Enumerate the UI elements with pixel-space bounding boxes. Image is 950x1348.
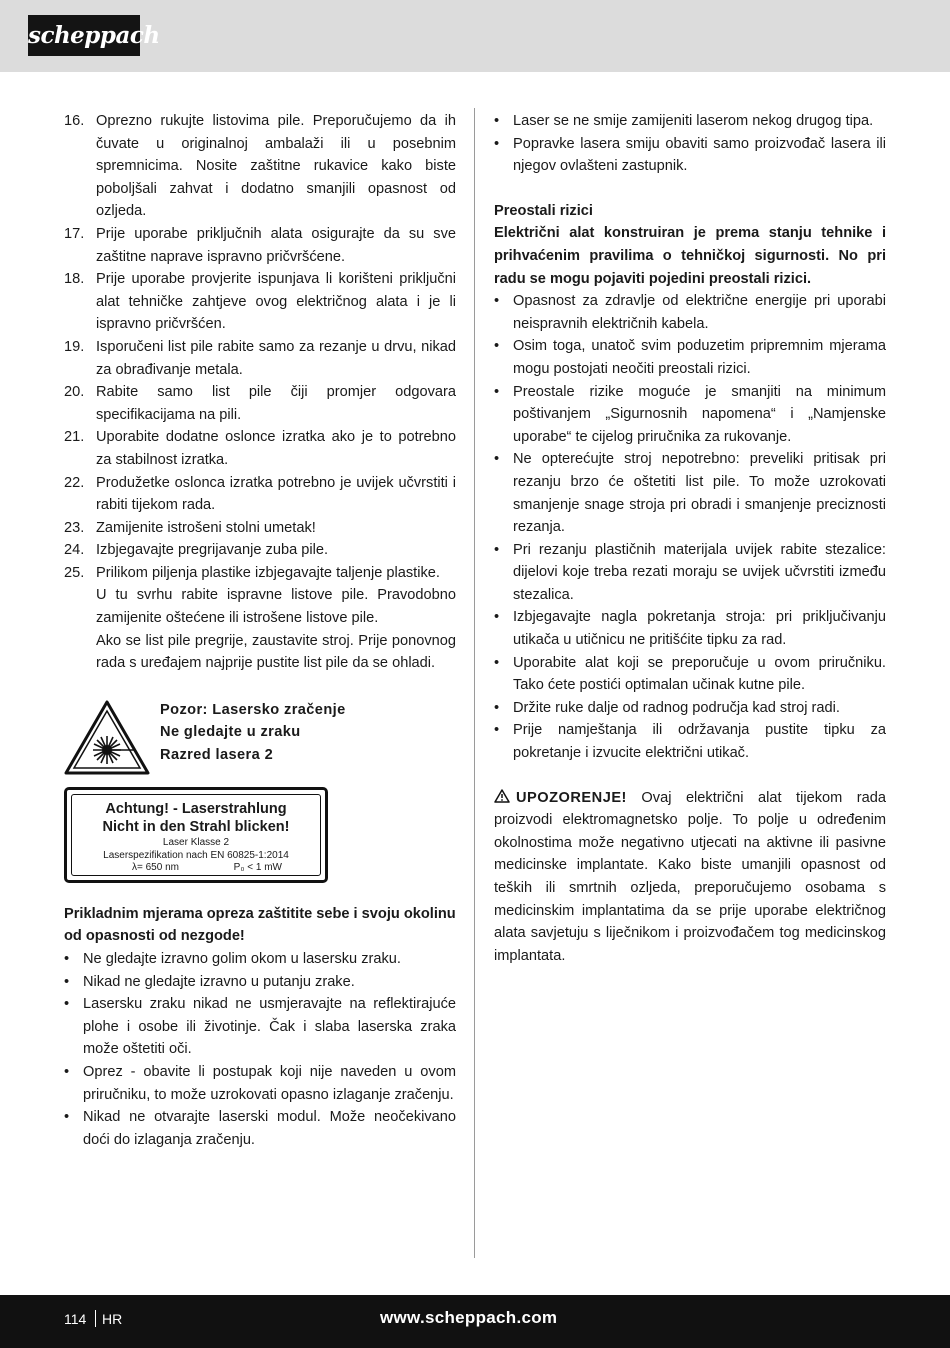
list-item: • Izbjegavajte nagla pokretanja stroja: pri priključivanju utikača u utičnicu ne pritišćite tipku za rad. xyxy=(494,609,886,649)
list-item: • Nikad ne otvarajte laserski modul. Može neočekivano doći do izlaganja zračenju. xyxy=(64,1109,456,1148)
section-intro: Električni alat konstruiran je prema stanju tehnike i prihvaćenim pravilima o tehničkoj sigurnosti. No pri radu se mogu pojaviti pojedini preostali rizici. xyxy=(494,225,886,287)
list-item: 17. Prije uporabe priključnih alata osigurajte da su sve zaštitne naprave ispravno pričvršćene. xyxy=(64,225,456,265)
list-item: 24. Izbjegavajte pregrijavanje zuba pile. xyxy=(64,542,329,559)
item-continuation: Ako se list pile pregrije, zaustavite stroj. Prije ponovnog rada s uređajem najprije pustite list pile da se ohladi. xyxy=(96,632,456,672)
section-heading: Preostali rizici xyxy=(494,202,593,219)
list-item: 25. Prilikom piljenja plastike izbjegavajte taljenje plastike. xyxy=(64,564,440,581)
list-item: 16. Oprezno rukujte listovima pile. Preporučujemo da ih čuvate u originalnoj ambalaži ili u posebnim spremnicima. Nosite zaštitne rukavice kako biste poboljšali zahvat i dodatno smanjili opasnost od ozljeda. xyxy=(64,113,456,220)
website-link[interactable]: www.scheppach.com xyxy=(380,1308,558,1327)
list-item: • Osim toga, unatoč svim poduzetim pripremnim mjerama mogu postojati neočiti preostali rizici. xyxy=(494,338,886,377)
protection-heading: Prikladnim mjerama opreza zaštitite sebe i svoju okolinu od opasnosti od nezgode! xyxy=(64,905,456,945)
warning-text: Ovaj električni alat tijekom rada proizvodi elektromagnetsko polje. To polje u određenim okolnostima može negativno utjecati na aktivne ili pasivne medicinske implantate. Kako biste umanjili opasnost od teških ili smrtnih ozljeda, preporučujemo osobama s medicinskim implantatima da se prije uporabe električnog alata savjetuju s liječnikom i proizvođačem tog medicinskog implantata. xyxy=(494,789,886,964)
warning-triangle-icon xyxy=(494,789,510,803)
language-code: HR xyxy=(102,1311,123,1327)
emf-warning xyxy=(494,787,886,968)
list-item: • Oprez - obavite li postupak koji nije naveden u ovom priručniku, to može uzrokovati opasno izlaganje zračenju. xyxy=(64,1064,456,1103)
list-item: • Držite ruke dalje od radnog područja kad stroj radi. xyxy=(494,699,840,716)
laser-warning-block xyxy=(64,697,456,777)
page-header xyxy=(0,0,950,72)
list-item: 19. Isporučeni list pile rabite samo za rezanje u drvu, nikad za obrađivanje metala. xyxy=(64,338,456,378)
footer-separator xyxy=(95,1310,96,1327)
list-item: • Pri rezanju plastičnih materijala uvijek rabite stezalice: dijelovi koje treba rezati moraju se uvijek učvrstiti između stezalica. xyxy=(494,541,886,603)
left-column xyxy=(64,110,456,1151)
brand-logo: scheppach xyxy=(28,15,140,56)
laser-warning-icon xyxy=(64,700,150,775)
laser-warning-text: Pozor: Lasersko zračenje Ne gledajte u zraku Razred lasera 2 xyxy=(160,701,346,764)
list-item: • Lasersku zraku nikad ne usmjeravajte na reflektirajuće plohe i osobe ili životinje. Čak i slaba laserska zraka može oštetiti oči. xyxy=(64,996,456,1058)
list-item: • Nikad ne gledajte izravno u putanju zrake. xyxy=(64,973,355,990)
list-item: • Laser se ne smije zamijeniti laserom nekog drugog tipa. xyxy=(494,113,874,129)
laser-class-label: Achtung! - Laserstrahlung Nicht in den Strahl blicken! Laser Klasse 2 Laserspezifikation nach EN 60825-1:2014 λ= 650 nm P₀ < 1 mW xyxy=(64,787,328,883)
protection-section xyxy=(64,903,456,1152)
page-footer xyxy=(0,1295,950,1348)
right-column xyxy=(494,110,886,967)
list-item: 22. Produžetke oslonca izratka potrebno je uvijek učvrstiti i rabiti tijekom rada. xyxy=(64,474,456,514)
list-item: • Preostale rizike moguće je smanjiti na minimum poštivanjem „Sigurnosnih napomena“ i „Namjenske uporabe“ te cijelog priručnika za rukovanje. xyxy=(494,383,886,445)
list-item: 20. Rabite samo list pile čiji promjer odgovara specifikacijama na pili. xyxy=(64,384,456,423)
list-item: 21. Uporabite dodatne oslonce izratka ako je to potrebno za stabilnost izratka. xyxy=(64,429,456,468)
list-item: 23. Zamijenite istrošeni stolni umetak! xyxy=(64,519,316,536)
list-item: • Uporabite alat koji se preporučuje u ovom priručniku. Tako ćete postići optimalan učinak kutne pile. xyxy=(494,654,886,694)
item-continuation: U tu svrhu rabite ispravne listove pile. Pravodobno zamijenite oštećene ili istrošene listove pile. xyxy=(96,587,456,627)
list-item: • Prije namještanja ili održavanja pustite tipku za pokretanje i izvucite električni utikač. xyxy=(494,722,886,762)
list-item: • Ne opterećujte stroj nepotrebno: preveliki pritisak pri rezanju brzo će oštetiti list pile. To može uzrokovati smanjenje snage stroja pri obradi i smanjenje preciznosti rezanja. xyxy=(494,451,886,536)
list-item: • Opasnost za zdravlje od električne energije pri uporabi neispravnih električnih kabela. xyxy=(494,293,886,332)
warning-label: UPOZORENJE! xyxy=(516,789,627,806)
numbered-list xyxy=(64,110,456,675)
list-item: • Popravke lasera smiju obaviti samo proizvođač lasera ili njegov ovlašteni zastupnik. xyxy=(494,135,886,175)
column-divider xyxy=(474,108,475,1258)
list-item: • Ne gledajte izravno golim okom u lasersku zraku. xyxy=(64,951,401,968)
page-number: 114 xyxy=(64,1311,87,1327)
list-item: 18. Prije uporabe provjerite ispunjava li korišteni priključni alat tehničke zahtjeve ovog električnog alata i je li ispravno pričvršćen. xyxy=(64,271,456,333)
